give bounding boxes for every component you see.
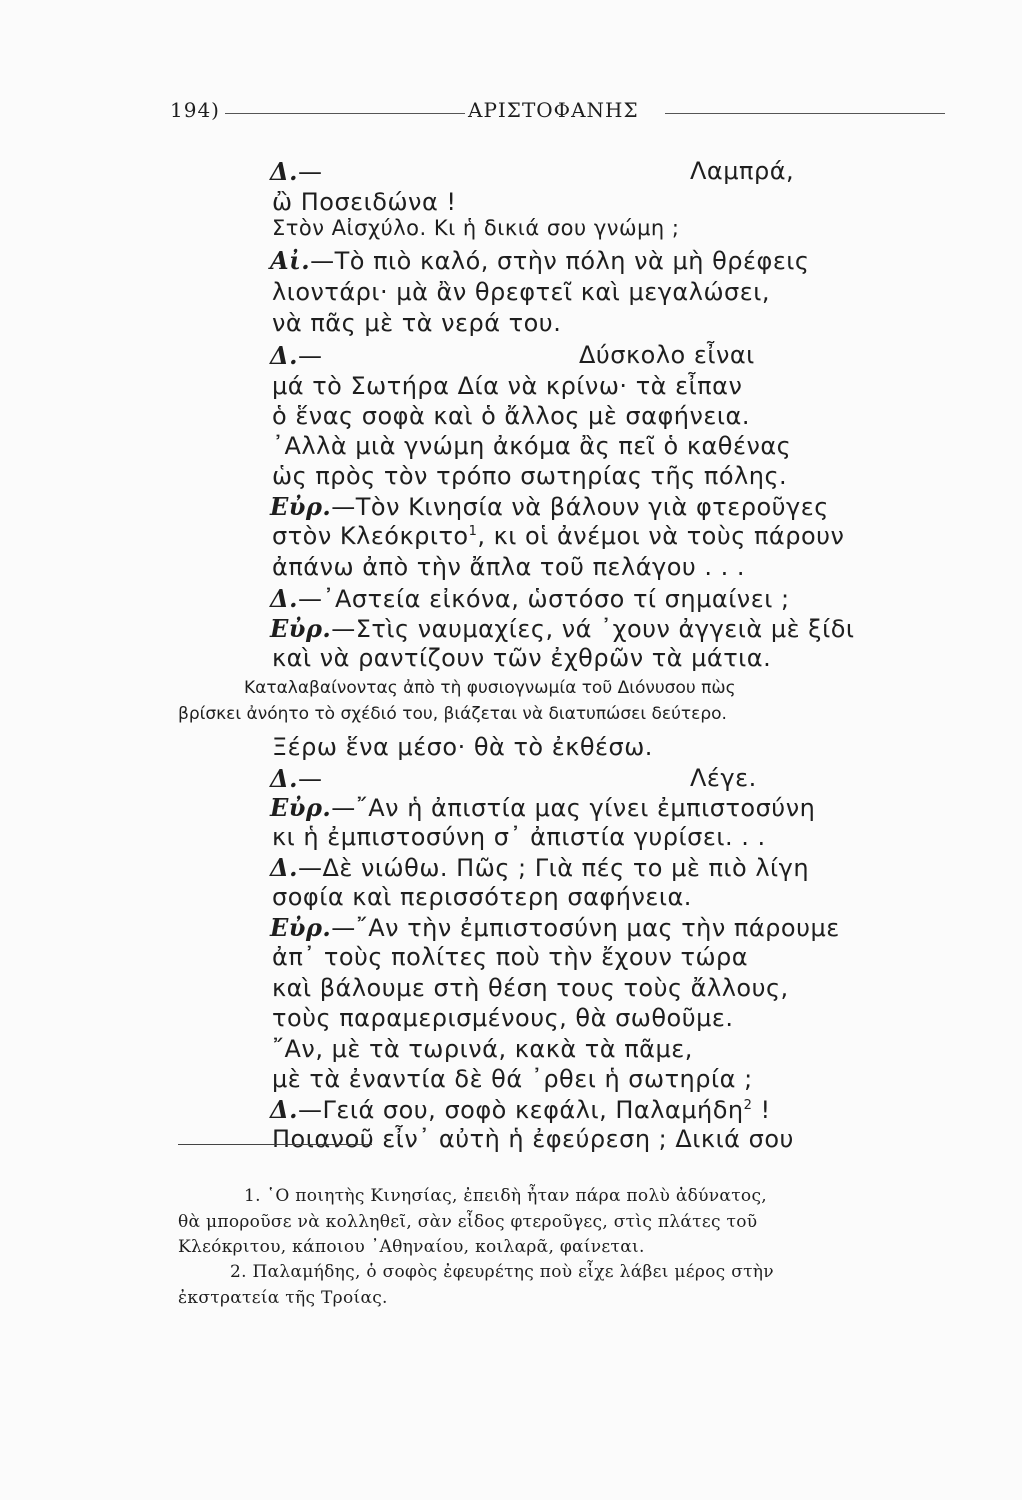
stage-direction: Καταλαβαίνοντας ἀπὸ τὴ φυσιογνωμία τοῦ Διόνυσου πὼς	[244, 678, 736, 698]
header-rule-left	[225, 113, 465, 114]
footnote-line: ἐκστρατεία τῆς Τροίας.	[178, 1288, 388, 1308]
verse-line: ἀπ᾿ τοὺς πολίτες ποὺ τὴν ἔχουν τώρα	[272, 943, 749, 971]
verse-line: Δ.—Δὲ νιώθω. Πῶς ; Γιὰ πές το μὲ πιὸ λίγη	[270, 853, 810, 882]
footnote-line: Κλεόκριτου, κάποιου ᾿Αθηναίου, κοιλαρᾶ, φαίνεται.	[178, 1237, 645, 1257]
verse-line: ὡς πρὸς τὸν τρόπο σωτηρίας τῆς πόλης.	[272, 462, 788, 490]
verse-line: ἀπάνω ἀπὸ τὴν ἄπλα τοῦ πελάγου . . .	[272, 553, 746, 581]
running-title: ΑΡΙΣΤΟΦΑΝΗΣ	[468, 98, 639, 122]
verse-line: καὶ βάλουμε στὴ θέση τους τοὺς ἄλλους,	[272, 974, 789, 1002]
verse-line: ὢ Ποσειδώνα !	[272, 188, 457, 216]
verse-line: καὶ νὰ ραντίζουν τῶν ἐχθρῶν τὰ μάτια.	[272, 644, 772, 672]
verse-line: Δ.— Λέγε.	[270, 764, 757, 793]
stage-direction-line: Στὸν Αἰσχύλο. Κι ἡ δικιά σου γνώμη ;	[272, 216, 680, 240]
verse-line: λιοντάρι· μὰ ἂν θρεφτεῖ καὶ μεγαλώσει,	[272, 278, 770, 306]
verse-line: Δ.— Δύσκολο εἶναι	[270, 341, 755, 370]
verse-line: τοὺς παραμερισμένους, θὰ σωθοῦμε.	[272, 1004, 734, 1032]
verse-line: Αἰ.—Τὸ πιὸ καλό, στὴν πόλη νὰ μὴ θρέφεις	[270, 246, 810, 275]
verse-line: Ποιανοῦ εἶν᾿ αὐτὴ ἡ ἐφεύρεση ; Δικιά σου	[272, 1125, 794, 1153]
verse-line: Δ.—᾿Αστεία εἰκόνα, ὡστόσο τί σημαίνει ;	[270, 584, 790, 613]
verse-line: ὁ ἕνας σοφὰ καὶ ὁ ἄλλος μὲ σαφήνεια.	[272, 402, 750, 430]
footnote-ref-1[interactable]: 1	[468, 524, 478, 539]
footnote-line: θὰ μποροῦσε νὰ κολληθεῖ, σὰν εἶδος φτεροῦγες, στὶς πλάτες τοῦ	[178, 1212, 758, 1232]
verse-line: Εὐρ.—Τὸν Κινησία νὰ βάλουν γιὰ φτεροῦγες	[270, 492, 829, 521]
verse-line: Δ.— Λαμπρά,	[270, 157, 795, 186]
verse-line: κι ἡ ἐμπιστοσύνη σ᾿ ἀπιστία γυρίσει. . .	[272, 823, 766, 851]
verse-line: σοφία καὶ περισσότερη σαφήνεια.	[272, 883, 692, 911]
verse-line: Εὐρ.—῎Αν ἡ ἀπιστία μας γίνει ἐμπιστοσύνη	[270, 793, 816, 822]
verse-line: μά τὸ Σωτήρα Δία νὰ κρίνω· τὰ εἶπαν	[272, 372, 743, 400]
footnote-line: 1. ῾Ο ποιητὴς Κινησίας, ἐπειδὴ ἦταν πάρα πολὺ ἀδύνατος,	[244, 1186, 767, 1206]
verse-line: Δ.—Γειά σου, σοφὸ κεφάλι, Παλαμήδη$^2$ !	[270, 1095, 771, 1124]
footnote-line: 2. Παλαμήδης, ὁ σοφὸς ἐφευρέτης ποὺ εἶχε λάβει μέρος στὴν	[230, 1262, 774, 1282]
verse-line: ᾿Αλλὰ μιὰ γνώμη ἀκόμα ἂς πεῖ ὁ καθένας	[272, 432, 792, 460]
verse-line: μὲ τὰ ἐναντία δὲ θά ᾿ρθει ἡ σωτηρία ;	[272, 1065, 753, 1093]
footnote-ref-2[interactable]: 2	[743, 1098, 753, 1113]
verse-line: στὸν Κλεόκριτο$^1$, κι οἱ ἀνέμοι νὰ τοὺς πάρουν	[272, 522, 845, 550]
header-rule-right	[665, 113, 945, 114]
verse-line: Εὐρ.—῎Αν τὴν ἐμπιστοσύνη μας τὴν πάρουμε	[270, 913, 840, 942]
footnote-rule	[178, 1144, 372, 1145]
page-number: 194)	[170, 98, 220, 122]
stage-direction: βρίσκει ἀνόητο τὸ σχέδιό του, βιάζεται νὰ διατυπώσει δεύτερο.	[178, 704, 727, 724]
verse-line: νὰ πᾶς μὲ τὰ νερά του.	[272, 309, 562, 337]
verse-line: Ξέρω ἕνα μέσο· θὰ τὸ ἐκθέσω.	[272, 733, 653, 761]
verse-line: Εὐρ.—Στὶς ναυμαχίες, νά ᾿χουν ἀγγειὰ μὲ ξίδι	[270, 614, 855, 643]
verse-line: ῎Αν, μὲ τὰ τωρινά, κακὰ τὰ πᾶμε,	[272, 1035, 693, 1063]
